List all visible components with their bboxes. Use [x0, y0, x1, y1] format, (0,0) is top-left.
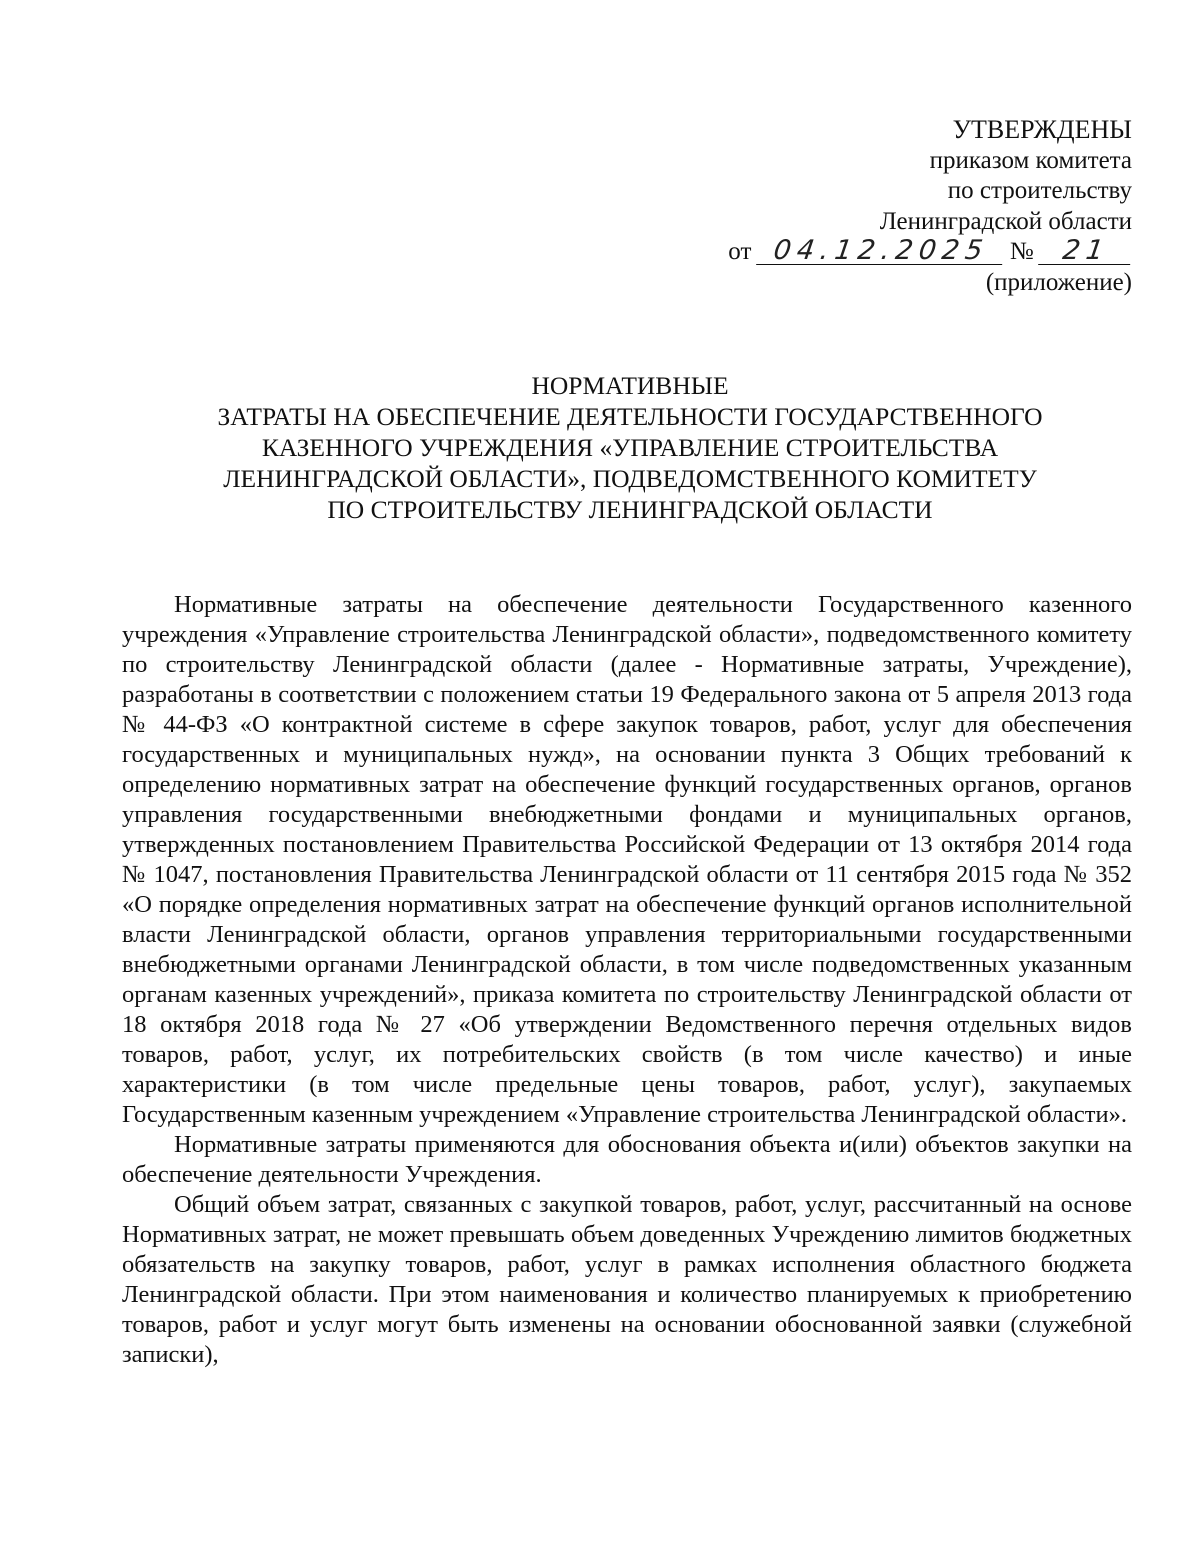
from-label: от — [728, 238, 752, 265]
approval-line-1: приказом комитета — [929, 146, 1132, 174]
document-body — [122, 590, 1132, 1370]
approval-line-3: Ленинградской области — [879, 207, 1132, 235]
order-details — [728, 237, 1132, 268]
annex-label: (приложение) — [985, 268, 1132, 296]
approval-block — [728, 115, 1132, 298]
order-date-handwritten: 04.12.2025 — [756, 238, 1006, 265]
number-label: № — [1009, 238, 1034, 265]
body-paragraph-3: Общий объем затрат, связанных с закупкой товаров, работ, услуг, рассчитанный на основе Нормативных затрат, не может превышать объем доведенных Учреждению лимитов бюджетных обязательств на закупку товаров, работ, услуг в рамках исполнения областного бюджета Ленинградской области. При этом наименования и количество планируемых к приобретению товаров, работ и услуг могут быть изменены на основании обоснованной заявки (служебной записки), — [122, 1191, 1132, 1368]
body-paragraph-1: Нормативные затраты на обеспечение деятельности Государственного казенного учреждения «Управление строительства Ленинградской области», подведомственного комитету по строительству Ленинградской области (далее - Нормативные затраты, Учреждение), разработаны в соответствии с положением статьи 19 Федерального закона от 5 апреля 2013 года № 44-ФЗ «О контрактной системе в сфере закупок товаров, работ, услуг для обеспечения государственных и муниципальных нужд», на основании пункта 3 Общих требований к определению нормативных затрат на обеспечение функций государственных органов, органов управления государственными внебюджетными фондами и муниципальных органов, утвержденных постановлением Правительства Российской Федерации от 13 октября 2014 года № 1047, постановления Правительства Ленинградской области от 11 сентября 2015 года № 352 «О порядке определения нормативных затрат на обеспечение функций органов исполнительной власти Ленинградской области, органов управления территориальными государственными внебюджетными органами Ленинградской области, в том числе подведомственных указанным органам казенных учреждений», приказа комитета по строительству Ленинградской области от 18 октября 2018 года № 27 «Об утверждении Ведомственного перечня отдельных видов товаров, работ, услуг, их потребительских свойств (в том числе качество) и иные характеристики (в том числе предельные цены товаров, работ, услуг), закупаемых Государственным казенным учреждением «Управление строительства Ленинградской области». — [122, 591, 1132, 1128]
order-number-handwritten: 21 — [1038, 238, 1134, 265]
title-line-2: ЗАТРАТЫ НА ОБЕСПЕЧЕНИЕ ДЕЯТЕЛЬНОСТИ ГОСУДАРСТВЕННОГО — [217, 402, 1043, 431]
document-title — [100, 370, 1160, 525]
title-line-1: НОРМАТИВНЫЕ — [531, 371, 729, 400]
approval-line-2: по строительству — [947, 177, 1132, 204]
title-line-5: ПО СТРОИТЕЛЬСТВУ ЛЕНИНГРАДСКОЙ ОБЛАСТИ — [327, 495, 933, 524]
approval-heading: УТВЕРЖДЕНЫ — [952, 115, 1132, 144]
title-line-3: КАЗЕННОГО УЧРЕЖДЕНИЯ «УПРАВЛЕНИЕ СТРОИТЕЛЬСТВА — [261, 433, 999, 462]
body-paragraph-2: Нормативные затраты применяются для обоснования объекта и(или) объектов закупки на обеспечение деятельности Учреждения. — [122, 1131, 1132, 1188]
title-line-4: ЛЕНИНГРАДСКОЙ ОБЛАСТИ», ПОДВЕДОМСТВЕННОГО КОМИТЕТУ — [223, 464, 1037, 493]
